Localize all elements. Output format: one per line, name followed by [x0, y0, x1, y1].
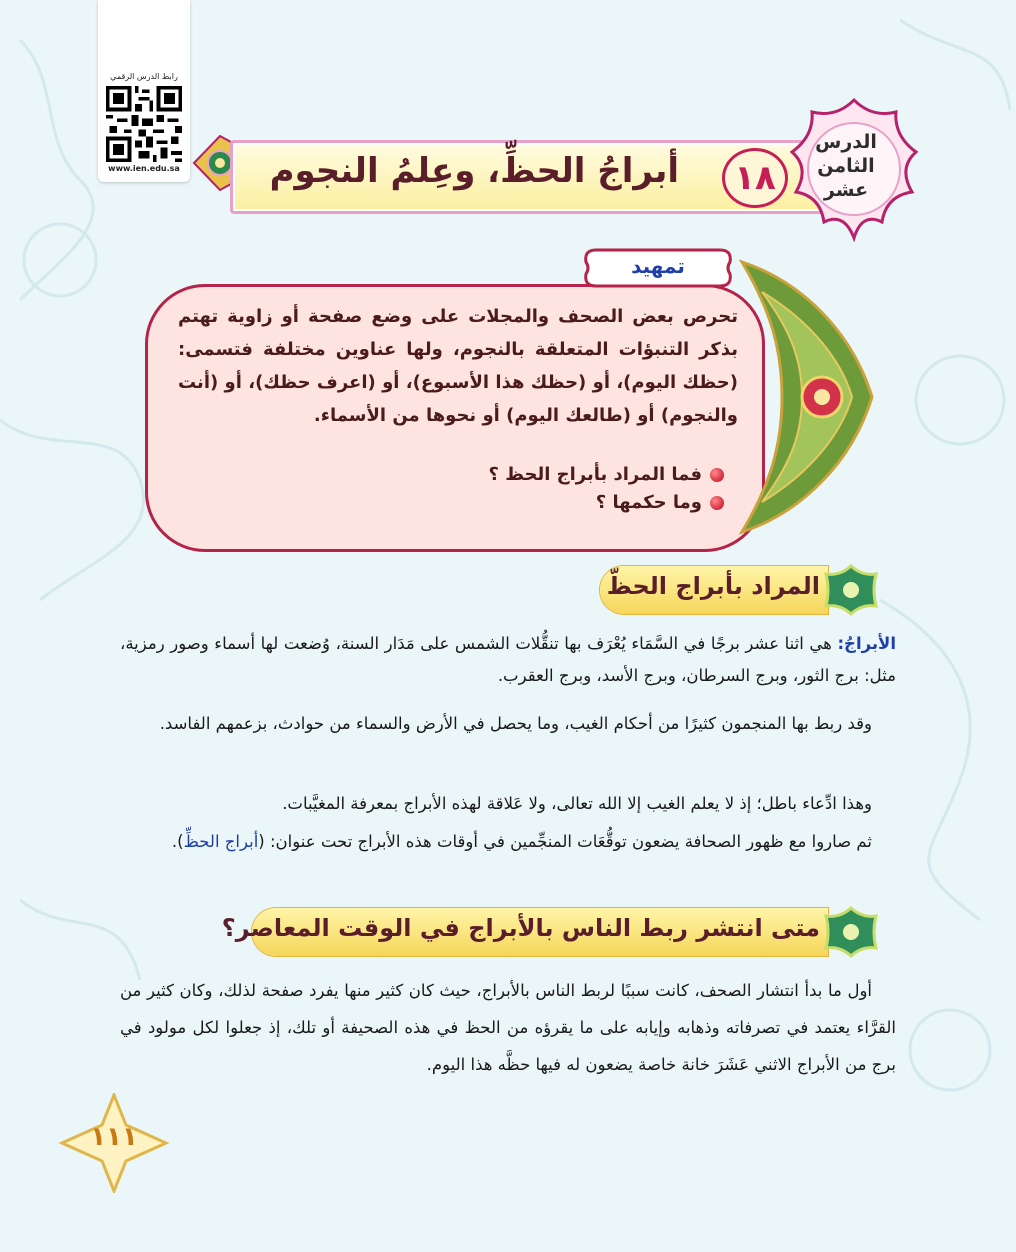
lesson-badge-line: الثامن: [817, 155, 875, 177]
section-heading: المراد بأبراج الحظّ: [606, 572, 820, 600]
intro-question-text: فما المراد بأبراج الحظ ؟: [488, 464, 702, 485]
qr-card[interactable]: [98, 0, 190, 182]
page-number: ١١١: [90, 1122, 138, 1152]
paragraph: أول ما بدأ انتشار الصحف، كانت سببًا لربط الناس بالأبراج، حيث كان كثير منها يفرد صفحة لذلك، وكان كثير من القرَّاء يعتمد في تصرفاته وذهابه وإيابه على ما يقرؤه من الحظ في هذه الصحيفة أو تلك، إذ جعلوا لكل مولود في برج من الأبراج الاثني عَشَرَ خانة خاصة يضعون له فيها حظَّه هذا اليوم.: [120, 981, 896, 1074]
intro-ornament-icon: [722, 252, 882, 542]
lesson-badge-line: الدرس: [815, 131, 877, 153]
paragraph: وهذا ادِّعاء باطل؛ إذ لا يعلم الغيب إلا الله تعالى، ولا عَلاقة لهذه الأبراج بمعرفة المغيَّبات.: [282, 794, 872, 813]
paragraph-text: هي اثنا عشر برجًا في السَّمَاء يُعْرَف بها تنقُّلات الشمس على مَدَار السنة، وُضعت لها أسماء وصور رمزية، مثل: برج الثور، وبرج السرطان، وبرج الأسد، وبرج العقرب.: [120, 634, 896, 685]
intro-question: [596, 492, 724, 513]
lesson-number: ١٨: [722, 148, 788, 208]
section-heading-ornament-icon: [822, 562, 880, 618]
intro-question: [488, 464, 724, 485]
intro-paragraph: تحرص بعض الصحف والمجلات على وضع صفحة أو زاوية تهتم بذكر التنبؤات المتعلقة بالنجوم، ولها عناوين مختلفة فتسمى: (حظك اليوم)، أو (حظك هذا الأسبوع)، أو (اعرف حظك)، أو (أنت والنجوم) أو (طالعك اليوم) أو نحوها من الأسماء.: [178, 306, 738, 426]
lesson-badge-text: [796, 130, 896, 202]
qr-label: رابط الدرس الرقمي: [110, 72, 178, 81]
lesson-title: أبراجُ الحظِّ، وعِلمُ النجوم: [269, 151, 679, 191]
paragraph-text: (: [258, 832, 265, 851]
intro-tag: تمهيد: [631, 254, 685, 278]
highlight-term: أبراج الحظِّ: [183, 832, 259, 851]
paragraph-text: ).: [171, 832, 184, 851]
term-label: الأبراجُ:: [837, 634, 897, 653]
paragraph: [120, 826, 896, 858]
paragraph: [120, 628, 896, 692]
paragraph: وقد ربط بها المنجمون كثيرًا من أحكام الغيب، وما يحصل في الأرض والسماء من حوادث، بزعمهم الفاسد.: [159, 714, 872, 733]
section-heading-ornament-icon: [822, 904, 880, 960]
qr-code-icon[interactable]: [106, 86, 182, 162]
lesson-badge-line: عشر: [823, 179, 869, 201]
bullet-icon: [710, 468, 724, 482]
paragraph-text: ثم صاروا مع ظهور الصحافة يضعون توقُّعَات المنجِّمين في أوقات هذه الأبراج تحت عنوان:: [269, 832, 872, 851]
bullet-icon: [710, 496, 724, 510]
intro-question-text: وما حكمها ؟: [595, 492, 702, 513]
section-heading: متى انتشر ربط الناس بالأبراج في الوقت المعاصر؟: [221, 914, 820, 942]
qr-url[interactable]: www.ien.edu.sa: [108, 164, 180, 173]
